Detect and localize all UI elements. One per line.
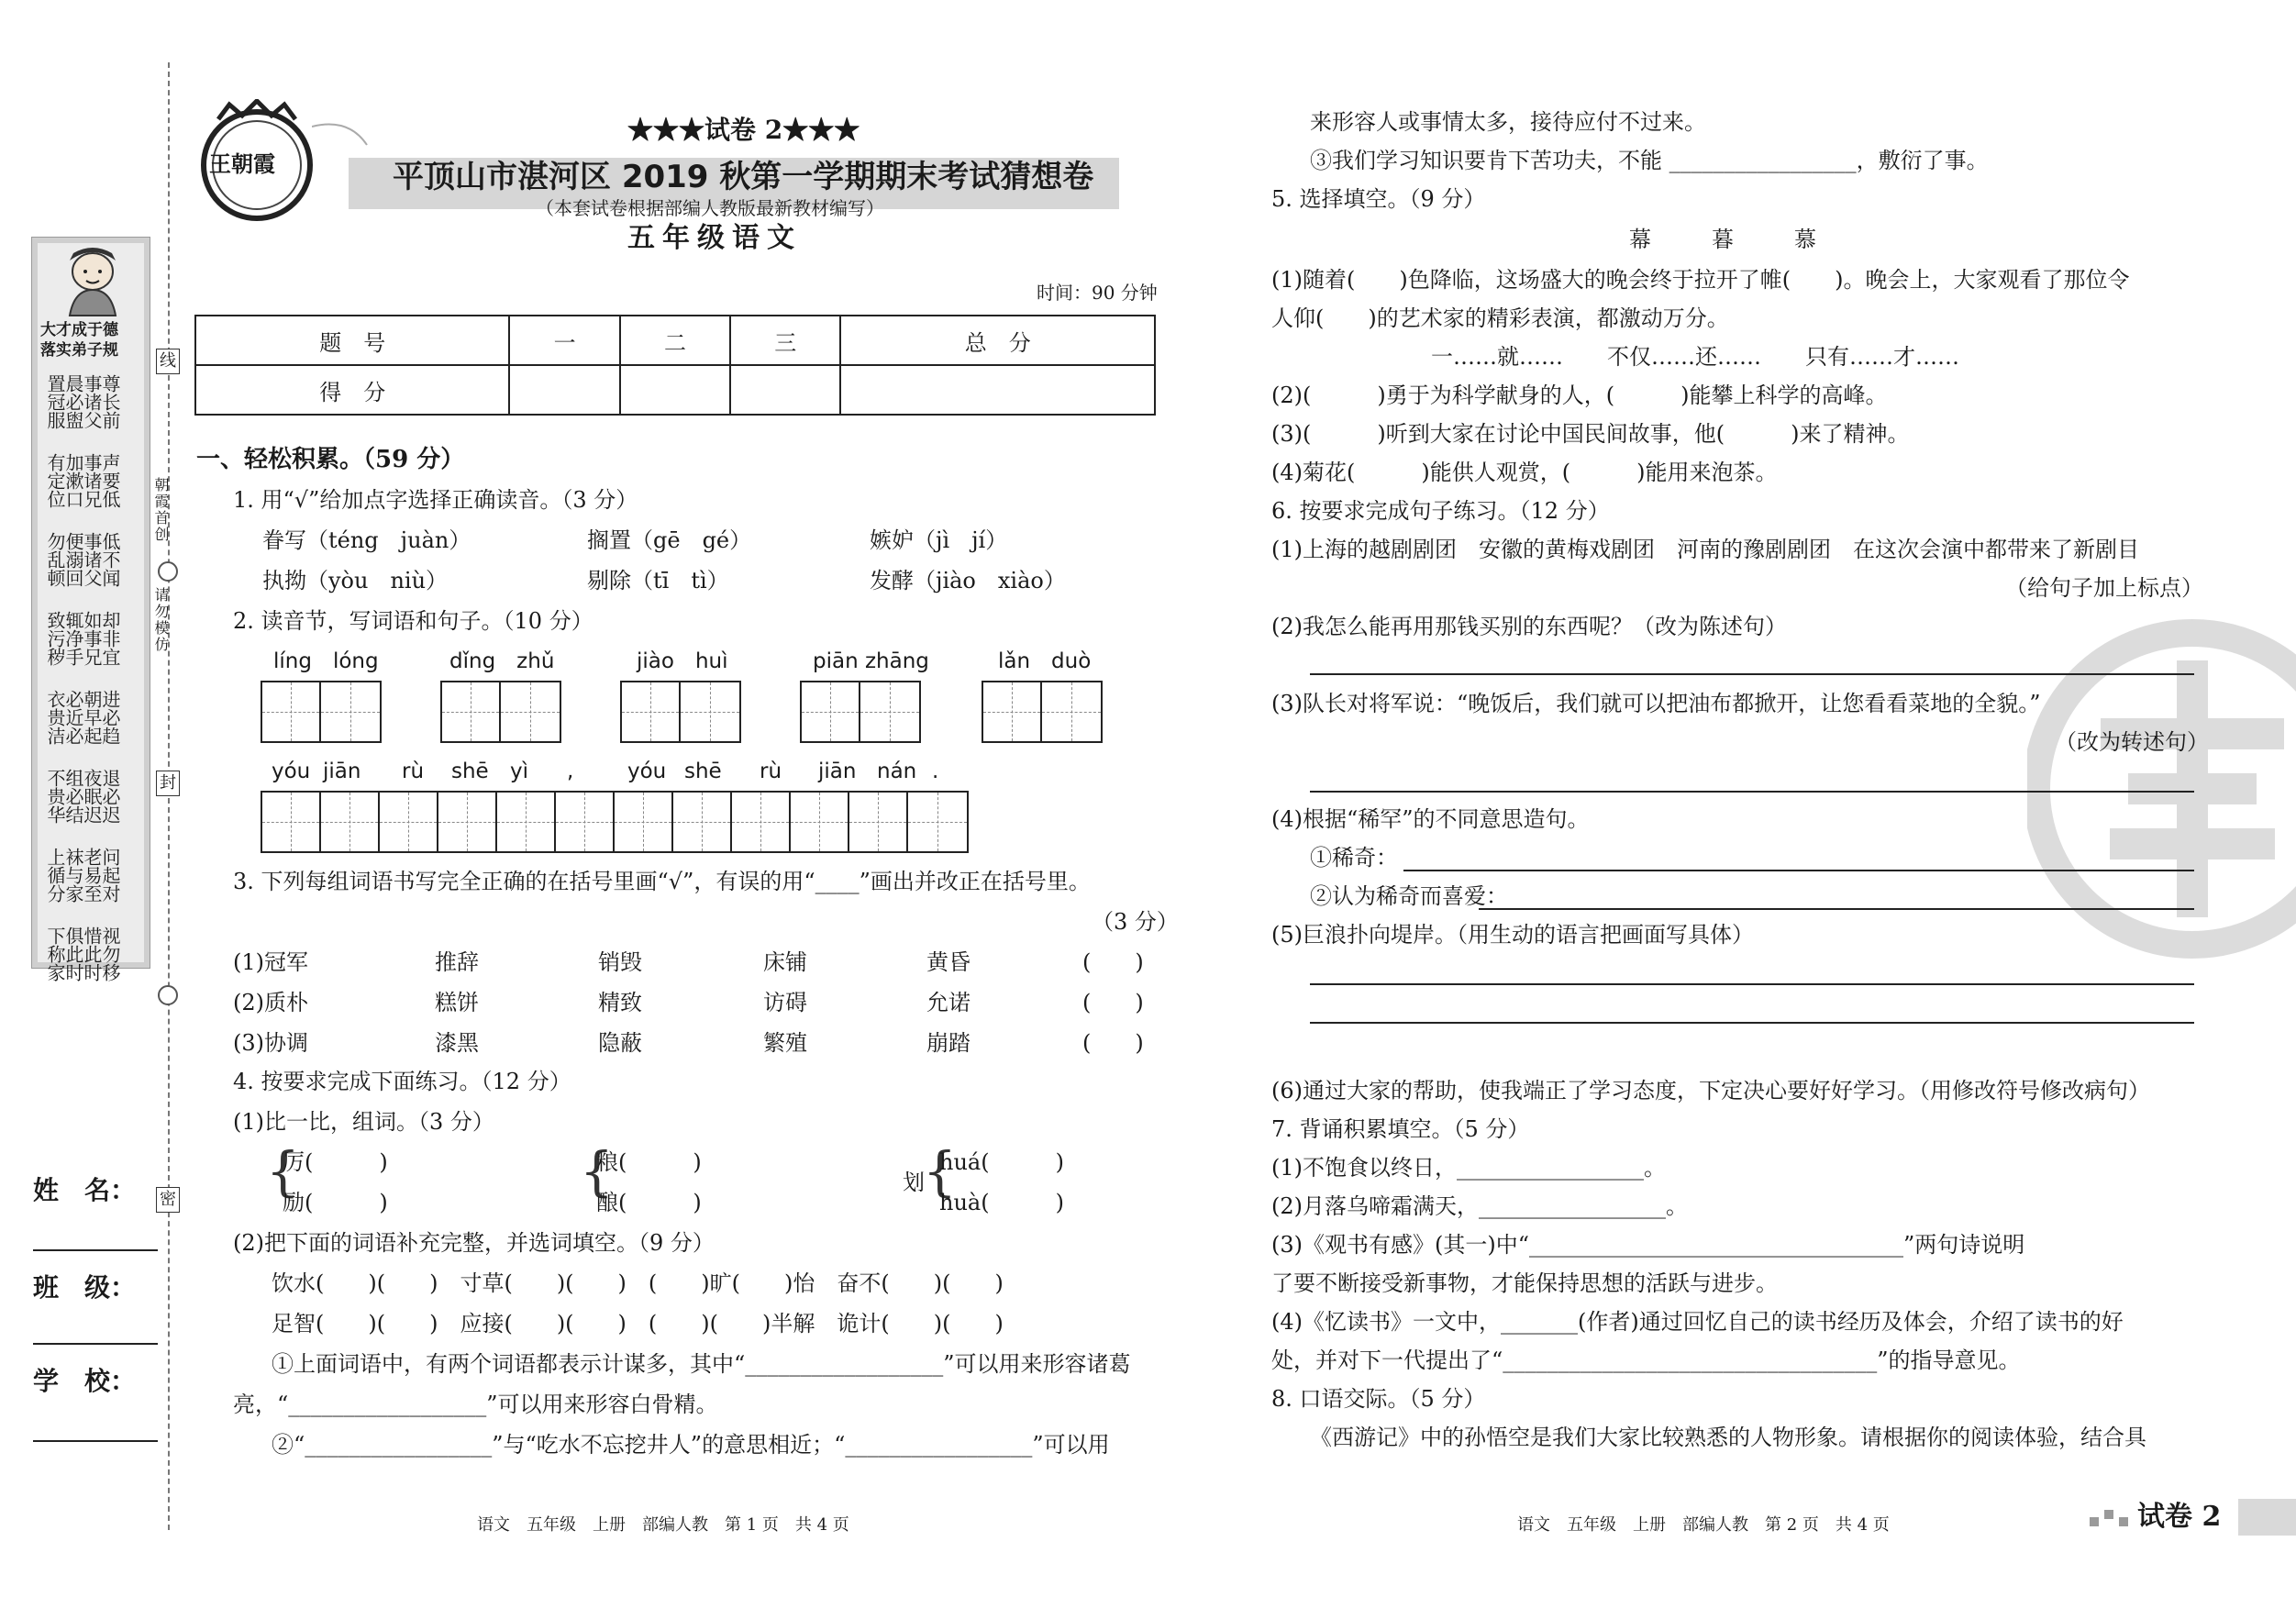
sidebar-proverb: 问起对 <box>99 848 121 903</box>
q6-2: (2)我怎么能再用那钱买别的东西呢？（改为陈述句） <box>1271 614 1787 639</box>
score-table <box>194 315 1156 416</box>
q1-item[interactable]: 执拗（yòu niù） <box>262 568 449 593</box>
sidebar-proverb: 尊长前 <box>99 374 121 429</box>
q2-sentence-pinyin-token: yóu <box>627 760 667 783</box>
binding-line <box>168 62 170 1530</box>
sidebar-proverb: 置冠服 <box>44 374 66 429</box>
q6-4b[interactable]: ②认为稀奇而喜爱： <box>1310 883 1508 909</box>
q4-2-sentence[interactable]: ①上面词语中，有两个词语都表示计谋多，其中“__________________”可以用来形容诸葛 <box>272 1351 1131 1377</box>
section1-heading: 一、轻松积累。（59 分） <box>196 446 465 473</box>
q5-words: 幕 暮 慕 <box>1629 227 1822 252</box>
q3-word: 访碍 <box>763 990 807 1015</box>
score-cell[interactable] <box>620 365 730 415</box>
corner-tab <box>2238 1499 2296 1536</box>
q2-prompt: 2. 读音节，写词语和句子。（10 分） <box>233 608 593 634</box>
q7-prompt: 7. 背诵积累填空。（5 分） <box>1271 1116 1530 1142</box>
q2-pinyin: jiào huì <box>637 649 728 673</box>
left-footer: 语文 五年级 上册 部编人教 第 1 页 共 4 页 <box>477 1515 849 1535</box>
q3-word: (2)质朴 <box>233 990 308 1015</box>
q8-prompt: 8. 口语交际。（5 分） <box>1271 1386 1486 1412</box>
q2-sentence-pinyin-token: yóu <box>272 760 311 783</box>
q3-word: 床铺 <box>763 949 807 975</box>
sidebar-proverb: 有定位 <box>44 453 66 508</box>
sidebar-proverb: 却非宜 <box>99 611 121 666</box>
q2-sentence-pinyin-token: rù <box>402 760 425 783</box>
q2-pinyin: piān zhāng <box>813 649 929 673</box>
q4-prompt: 4. 按要求完成下面练习。（12 分） <box>233 1069 571 1094</box>
q1-item[interactable]: 发酵（jiào xiào） <box>870 568 1066 593</box>
q1-prompt: 1. 用“√”给加点字选择正确读音。（3 分） <box>233 487 638 513</box>
sidebar-proverb: 必近必 <box>62 690 84 745</box>
q3-answer-bracket[interactable]: ( ) <box>1082 1030 1144 1056</box>
text-line[interactable]: ③我们学习知识要肯下苦功夫，不能 _________________，敷衍了事。 <box>1310 148 1989 173</box>
q6-1: (1)上海的越剧剧团 安徽的黄梅戏剧团 河南的豫剧剧团 在这次会演中都带来了新剧目 <box>1271 537 2139 562</box>
q3-word: 繁殖 <box>763 1030 807 1056</box>
exam-title: 平顶山市湛河区 2019 秋第一学期期末考试猜想卷 <box>393 159 1094 195</box>
q5-2[interactable]: (2)( )勇于为科学献身的人，( )能攀上科学的高峰。 <box>1271 383 1888 408</box>
binding-mark-seal: 封 <box>156 771 180 796</box>
class-label: 班 级： <box>33 1272 137 1303</box>
q6-5: (5)巨浪扑向堤岸。（用生动的语言把画面写具体） <box>1271 922 1754 948</box>
q2-sentence-grid[interactable] <box>261 791 969 853</box>
answer-line[interactable] <box>1310 673 2194 675</box>
q4-1-item[interactable]: 励( ) <box>283 1190 388 1215</box>
sidebar-proverb: 如事兄 <box>81 611 103 666</box>
q1-item[interactable]: 眷写（téng juàn） <box>262 527 471 553</box>
q3-prompt: 3. 下列每组词语书写完全正确的在括号里画“√”，有误的用“____”画出并改正在括号里。 <box>233 869 1091 894</box>
answer-line[interactable] <box>1310 791 2194 793</box>
q2-sentence-pinyin-token: , <box>567 760 574 783</box>
binding-mark-secret: 密 <box>156 1187 180 1213</box>
q3-word: (3)协调 <box>233 1030 308 1056</box>
sidebar-proverb: 上循分 <box>44 848 66 903</box>
score-header-cell: 总 分 <box>840 316 1155 365</box>
answer-line[interactable] <box>1310 983 2194 985</box>
q2-grid-3[interactable] <box>620 681 741 743</box>
answer-line[interactable] <box>1403 870 2194 871</box>
school-field[interactable] <box>33 1440 158 1442</box>
sidebar-proverb: 事诸父 <box>81 532 103 587</box>
q2-grid-1[interactable] <box>261 681 382 743</box>
answer-line[interactable] <box>1479 908 2194 910</box>
sidebar-proverb: 朝早起 <box>81 690 103 745</box>
q3-word: 销毁 <box>598 949 642 975</box>
watermark-seal <box>2027 605 2296 991</box>
brand-logo-text: 王朝霞 <box>209 150 275 177</box>
q4-1-item[interactable]: 粮( ) <box>596 1149 702 1175</box>
q7-4[interactable]: 处，并对下一代提出了“__________________________________”的指导意见。 <box>1271 1347 2021 1373</box>
right-footer: 语文 五年级 上册 部编人教 第 2 页 共 4 页 <box>1517 1515 1890 1535</box>
sidebar-proverb: 视勿移 <box>99 926 121 981</box>
q6-1-note: （给句子加上标点） <box>2005 575 2203 601</box>
q1-item[interactable]: 搁置（gē gé） <box>587 527 752 553</box>
sidebar-proverb: 衣贵洁 <box>44 690 66 745</box>
q4-1-item[interactable]: huá( ) <box>939 1149 1064 1175</box>
q1-item[interactable]: 剔除（tī tì） <box>587 568 729 593</box>
q4-2-row[interactable]: 足智( )( ) 应接( )( ) ( )( )半解 诡计( )( ) <box>272 1311 1004 1336</box>
binding-mark-line: 线 <box>156 349 180 374</box>
q3-word: 糕饼 <box>435 990 479 1015</box>
score-table-header-row <box>195 316 1155 365</box>
q4-1-item: 划 <box>903 1170 925 1195</box>
sidebar-proverb: 低不闻 <box>99 532 121 587</box>
name-label: 姓 名： <box>33 1175 137 1205</box>
sidebar-proverb: 夜眠迟 <box>81 769 103 824</box>
school-label: 学 校： <box>33 1366 137 1396</box>
q2-sentence-pinyin-token: nán <box>877 760 917 783</box>
q2-grid-4[interactable] <box>800 681 921 743</box>
q3-word: 漆黑 <box>435 1030 479 1056</box>
q3-answer-bracket[interactable]: ( ) <box>1082 990 1144 1015</box>
text-line: 来形容人或事情太多，接待应付不过来。 <box>1310 109 1706 135</box>
sidebar-proverb: 退必迟 <box>99 769 121 824</box>
sidebar-proverb: 加漱口 <box>62 453 84 508</box>
score-header-cell: 三 <box>730 316 840 365</box>
q3-score: （3 分） <box>1092 909 1179 935</box>
corner-label: 试卷 2 <box>2137 1501 2222 1533</box>
q7-3[interactable]: (3)《观书有感》(其一)中“__________________________________”两句诗说明 <box>1271 1232 2025 1258</box>
sidebar-slogan-1: 大才成于德 <box>40 321 118 339</box>
q2-pinyin: líng lóng <box>273 649 379 673</box>
q6-4: (4)根据“稀罕”的不同意思造句。 <box>1271 806 1590 832</box>
q2-grid-2[interactable] <box>440 681 561 743</box>
q3-word: 隐蔽 <box>598 1030 642 1056</box>
q4-1-item[interactable]: 酿( ) <box>596 1190 702 1215</box>
sidebar-proverb: 惜此时 <box>81 926 103 981</box>
binding-text-1: 朝霞首创 <box>152 477 170 543</box>
q1-item[interactable]: 嫉妒（jì jí） <box>870 527 1008 553</box>
score-header-cell: 题 号 <box>195 316 509 365</box>
q3-word: (1)冠军 <box>233 949 308 975</box>
score-row-label: 得 分 <box>195 365 509 415</box>
sidebar-proverb: 声要低 <box>99 453 121 508</box>
q7-1[interactable]: (1)不饱食以终日，_________________。 <box>1271 1155 1666 1181</box>
q2-pinyin: lǎn duò <box>998 649 1092 673</box>
q7-2[interactable]: (2)月落乌啼霜满天，_________________。 <box>1271 1193 1688 1219</box>
q4-2-prompt: (2)把下面的词语补充完整，并选词填空。（9 分） <box>233 1230 715 1256</box>
q6-4a[interactable]: ①稀奇： <box>1310 845 1398 871</box>
q4-1-item[interactable]: 厉( ) <box>283 1149 388 1175</box>
sidebar-proverb: 事诸兄 <box>81 453 103 508</box>
score-header-cell: 二 <box>620 316 730 365</box>
q3-word: 崩踏 <box>926 1030 971 1056</box>
q2-pinyin: dǐng zhǔ <box>449 649 555 673</box>
q2-sentence-pinyin-token: yì <box>510 760 529 783</box>
scholar-illustration <box>51 244 134 317</box>
sidebar-proverb: 辄净手 <box>62 611 84 666</box>
q2-sentence-pinyin-token: . <box>932 760 939 783</box>
corner-dots <box>2088 1504 2134 1528</box>
q6-3: (3)队长对将军说：“晚饭后，我们就可以把油布都掀开，让您看看菜地的全貌。” <box>1271 691 2041 716</box>
answer-line[interactable] <box>1310 1022 2194 1024</box>
score-cell[interactable] <box>840 365 1155 415</box>
sidebar-proverb: 致污秽 <box>44 611 66 666</box>
name-field[interactable] <box>33 1249 158 1251</box>
q2-sentence-pinyin-token: jiān <box>818 760 857 783</box>
q5-1[interactable]: 人仰( )的艺术家的精彩表演，都激动万分。 <box>1271 305 1729 331</box>
binding-hole-2 <box>158 985 178 1005</box>
q3-word: 推辞 <box>435 949 479 975</box>
brace: { <box>923 1140 957 1203</box>
watermark-text: 密 <box>2064 810 2082 832</box>
sidebar-proverb: 袜与家 <box>62 848 84 903</box>
q3-word: 黄昏 <box>926 949 971 975</box>
q2-grid-5[interactable] <box>982 681 1103 743</box>
q5-prompt: 5. 选择填空。（9 分） <box>1271 186 1486 212</box>
q3-word: 允诺 <box>926 990 971 1015</box>
q5-4[interactable]: (4)菊花( )能供人观赏，( )能用来泡茶。 <box>1271 460 1778 485</box>
series-label: ★★★试卷 2★★★ <box>627 115 860 145</box>
sidebar-proverb: 晨必盥 <box>62 374 84 429</box>
q2-sentence-pinyin-token: rù <box>760 760 782 783</box>
sidebar-proverb: 组必结 <box>62 769 84 824</box>
class-field[interactable] <box>33 1343 158 1345</box>
q4-1-prompt: (1)比一比，组词。（3 分） <box>233 1109 494 1135</box>
brace: { <box>580 1140 614 1203</box>
q4-2-sentence[interactable]: ②“_________________”与“吃水不忘挖井人”的意思相近；“_________________”可以用 <box>272 1432 1110 1458</box>
q4-2-row[interactable]: 饮水( )( ) 寸草( )( ) ( )旷( )怡 奋不( )( ) <box>272 1270 1004 1296</box>
sidebar-slogan-2: 落实弟子规 <box>40 341 118 360</box>
sidebar-proverb: 老易至 <box>81 848 103 903</box>
q2-sentence-pinyin-token: shē <box>684 760 722 783</box>
q6-prompt: 6. 按要求完成句子练习。（12 分） <box>1271 498 1610 524</box>
q7-4[interactable]: (4)《忆读书》一文中，_______(作者)通过回忆自己的读书经历及体会，介绍了读书的好 <box>1271 1309 2124 1335</box>
score-cell[interactable] <box>730 365 840 415</box>
score-cell[interactable] <box>509 365 619 415</box>
q4-2-sentence[interactable]: 亮，“__________________”可以用来形容白骨精。 <box>233 1392 718 1417</box>
exam-time: 时间：90 分钟 <box>1037 282 1158 304</box>
exam-subtitle: （本套试卷根据部编人教版最新教材编写） <box>536 197 884 219</box>
sidebar-proverb: 便溺回 <box>62 532 84 587</box>
q2-sentence-pinyin-token: jiān <box>323 760 361 783</box>
q5-3[interactable]: (3)( )听到大家在讨论中国民间故事，他( )来了精神。 <box>1271 421 1910 447</box>
sidebar-proverb: 俱此时 <box>62 926 84 981</box>
binding-hole-1 <box>158 561 178 582</box>
binding-text-2: 请勿模仿 <box>152 587 170 653</box>
grade-subject: 五年级语文 <box>627 222 802 254</box>
sidebar-proverb: 下称家 <box>44 926 66 981</box>
sidebar-proverb: 进必趋 <box>99 690 121 745</box>
q6-3-note: （改为转述句） <box>2055 729 2209 755</box>
q4-1-item[interactable]: huà( ) <box>939 1190 1064 1215</box>
score-header-cell: 一 <box>509 316 619 365</box>
q6-6: (6)通过大家的帮助，使我端正了学习态度，下定决心要好好学习。（用修改符号修改病句） <box>1271 1078 2150 1103</box>
q5-1[interactable]: (1)随着( )色降临，这场盛大的晚会终于拉开了帷( )。晚会上，大家观看了那位令 <box>1271 267 2130 293</box>
q7-3[interactable]: 了要不断接受新事物，才能保持思想的活跃与进步。 <box>1271 1270 1778 1296</box>
score-table-score-row <box>195 365 1155 415</box>
q5-connectors: 一……就…… 不仅……还…… 只有……才…… <box>1431 344 1959 370</box>
sidebar-proverb: 勿乱顿 <box>44 532 66 587</box>
q3-answer-bracket[interactable]: ( ) <box>1082 949 1144 975</box>
brace: { <box>266 1140 300 1203</box>
q2-sentence-pinyin-token: shē <box>451 760 489 783</box>
q3-word: 精致 <box>598 990 642 1015</box>
q8-text: 《西游记》中的孙悟空是我们大家比较熟悉的人物形象。请根据你的阅读体验，结合具 <box>1310 1425 2146 1450</box>
sidebar-proverb: 不贵华 <box>44 769 66 824</box>
sidebar-proverb: 事诸父 <box>81 374 103 429</box>
